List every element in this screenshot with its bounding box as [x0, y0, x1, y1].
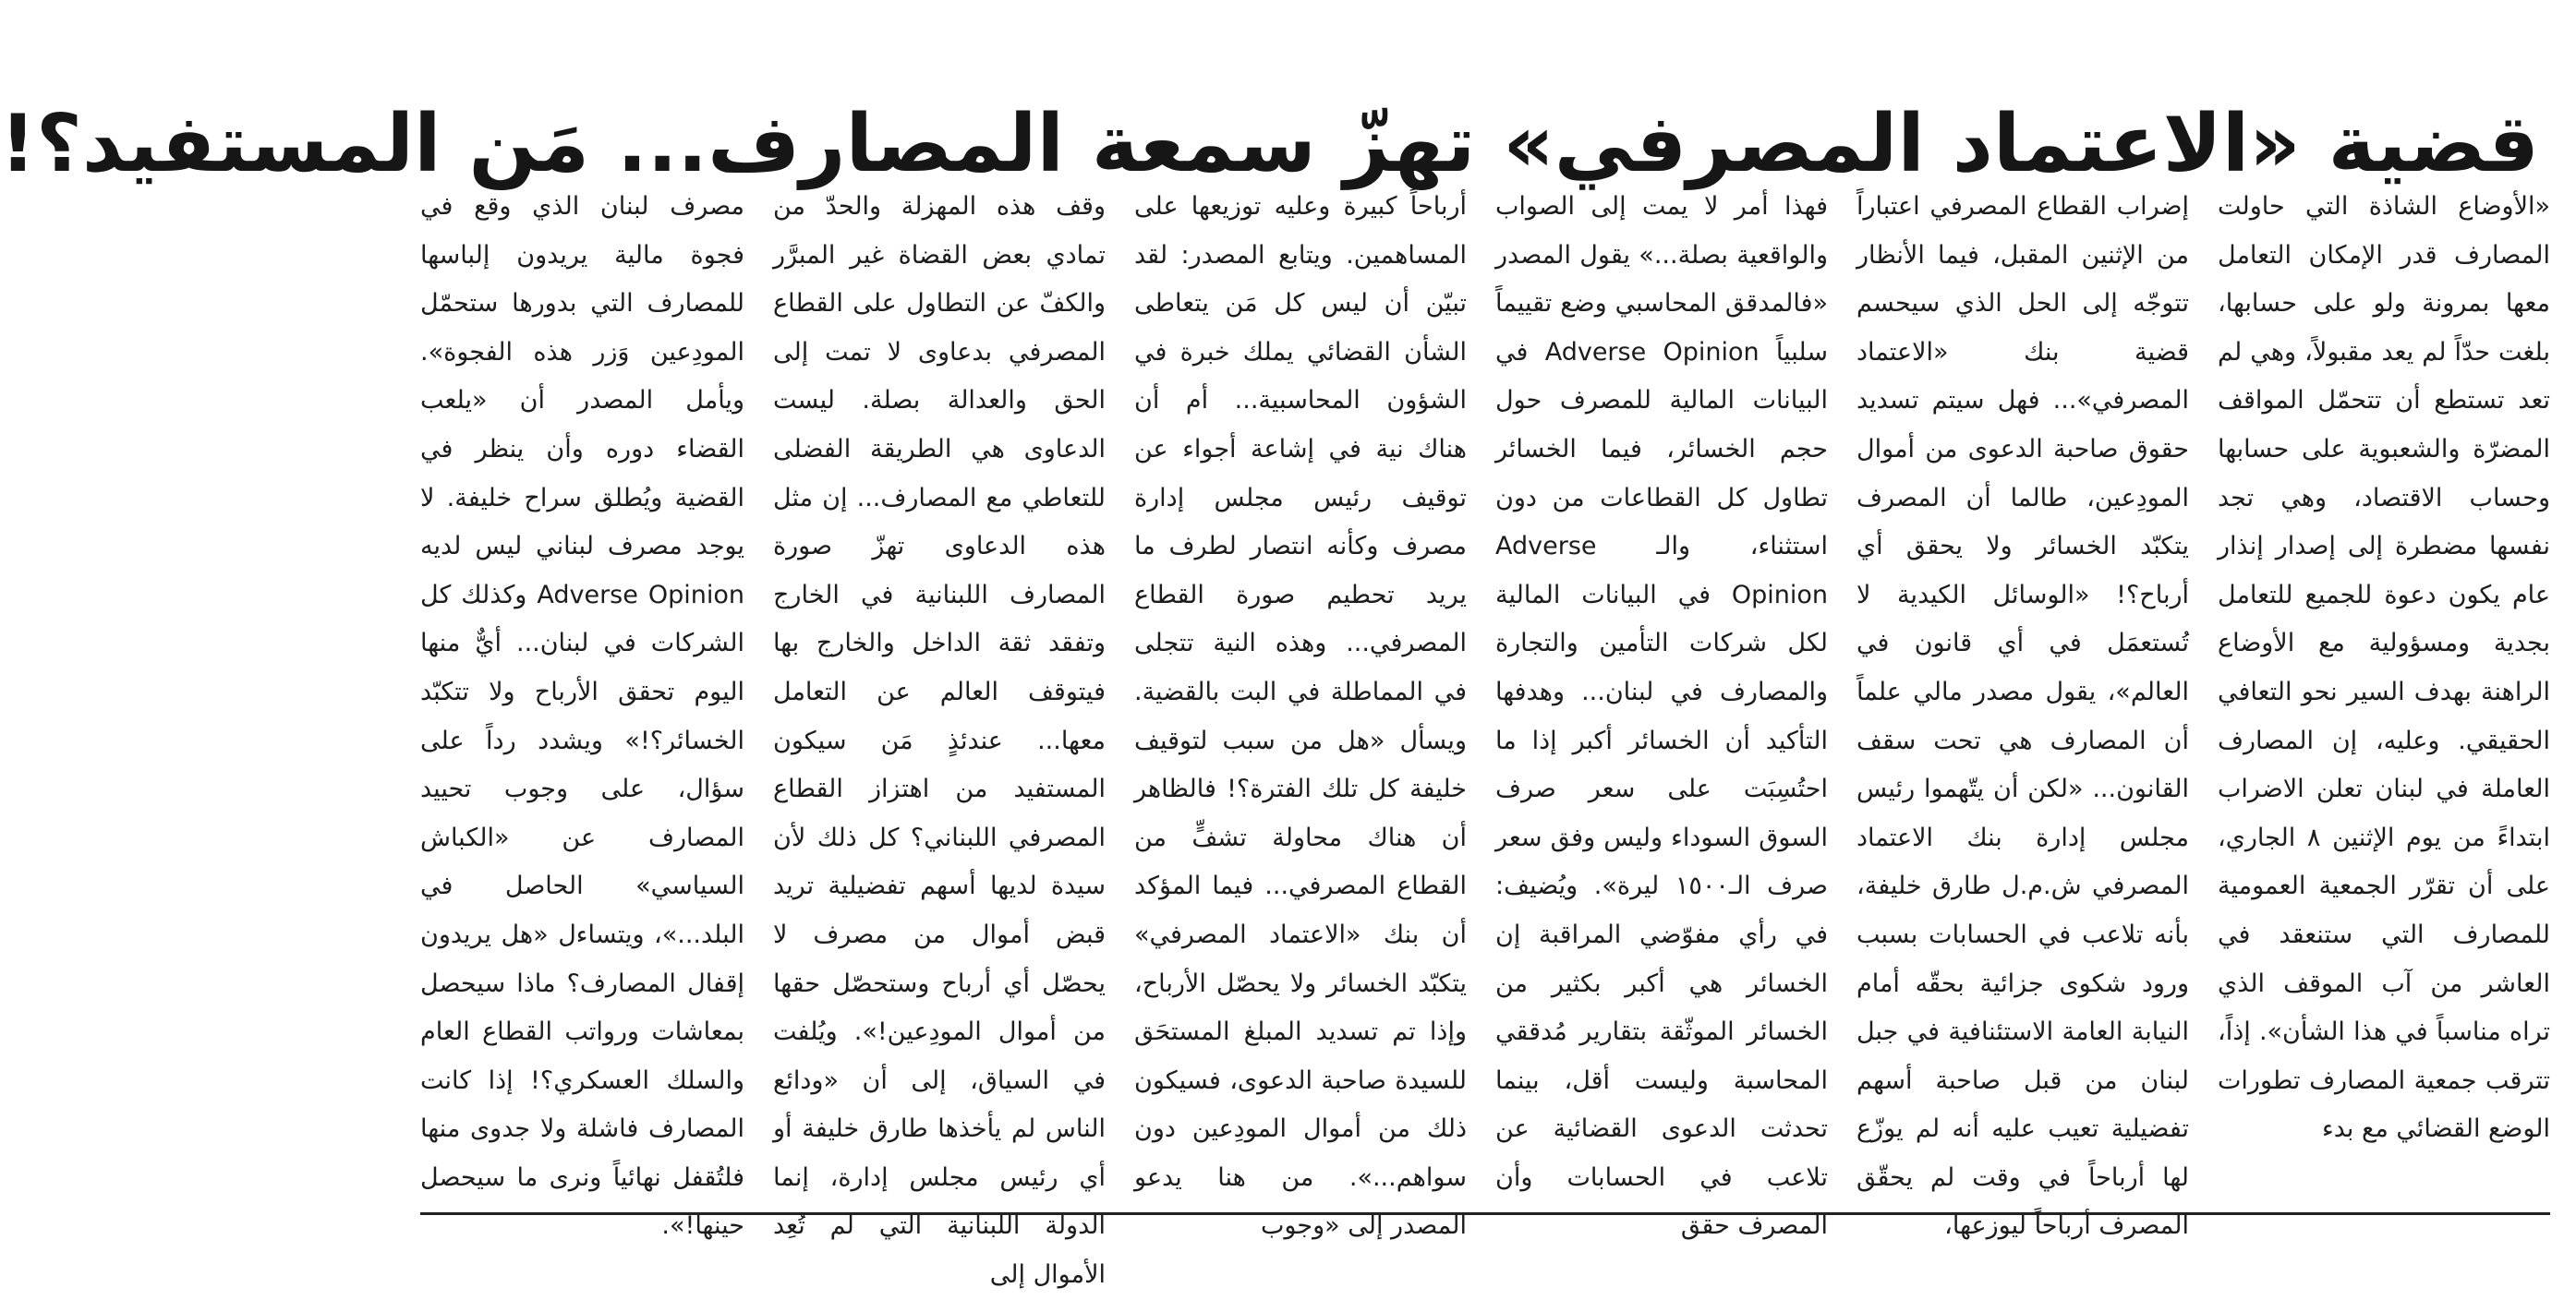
article-column-6 — [420, 183, 744, 1241]
column-text: «الأوضاع الشاذة التي حاولت المصارف قدر الإمكان التعامل معها بمرونة ولو على حسابها، بلغت حدّاً لم يعد مقبولاً، وهي لم تعد تستطع أن تتحمّل المواقف المضرّة والشعبوية على حسابها وحساب الاقتصاد، وهي تجد نفسها مضطرة إلى إصدار إنذار عام يكون دعوة للجميع للتعامل بجدية ومسؤولية مع الأوضاع الراهنة بهدف السير نحو التعافي الحقيقي. وعليه، إن المصارف العاملة في لبنان تعلن الاضراب ابتداءً من يوم الإثنين ٨ الجاري، على أن تقرّر الجمعية العمومية للمصارف التي ستنعقد في العاشر من آب الموقف الذي تراه مناسباً في هذا الشأن». إذاً، تترقب جمعية المصارف تطورات الوضع القضائي مع بدء — [2218, 192, 2550, 1144]
article-column-3 — [1495, 183, 1828, 1241]
article-column-4 — [1134, 183, 1467, 1241]
column-text: مصرف لبنان الذي وقع في فجوة مالية يريدون إلباسها للمصارف التي بدورها ستحمّل المودِعين وَزر هذه الفجوة». ويأمل المصدر أن «يلعب القضاء دوره وأن ينظر في القضية ويُطلق سراح خليفة. لا يوجد مصرف لبناني ليس لديه Adverse Opinion وكذلك كل الشركات في لبنان... أيٌّ منها اليوم تحقق الأرباح ولا تتكبّد الخسائر؟!» ويشدد رداً على سؤال، على وجوب تحييد المصارف عن «الكباش السياسي» الحاصل في البلد...»، ويتساءل «هل يريدون إقفال المصارف؟ ماذا سيحصل بمعاشات ورواتب القطاع العام والسلك العسكري؟! إذا كانت المصارف فاشلة ولا جدوى منها فلتُقفل نهائياً ونرى ما سيحصل حينها!». — [420, 192, 744, 1241]
article-column-5 — [773, 183, 1106, 1290]
column-text: وقف هذه المهزلة والحدّ من تمادي بعض القضاة غير المبرَّر والكفّ عن التطاول على القطاع المصرفي بدعاوى لا تمت إلى الحق والعدالة بصلة. ليست الدعاوى هي الطريقة الفضلى للتعاطي مع المصارف... إن مثل هذه الدعاوى تهزّ صورة المصارف اللبنانية في الخارج وتفقد ثقة الداخل والخارج بها فيتوقف العالم عن التعامل معها... عندئذٍ مَن سيكون المستفيد من اهتزاز القطاع المصرفي اللبناني؟ كل ذلك لأن سيدة لديها أسهم تفضيلية تريد قبض أموال من مصرف لا يحصّل أي أرباح وستحصّل حقها من أموال المودِعين!». ويُلفت في السياق، إلى أن «ودائع الناس لم يأخذها طارق خليفة أو أي رئيس مجلس إدارة، إنما الدولة اللبنانية التي لم تُعِد الأموال إلى — [773, 192, 1106, 1290]
column-text: فهذا أمر لا يمت إلى الصواب والواقعية بصلة...» يقول المصدر «فالمدقق المحاسبي وضع تقييماً سلبياً Adverse Opinion في البيانات المالية للمصرف حول حجم الخسائر، فيما الخسائر تطاول كل القطاعات من دون استثناء، والـ Adverse Opinion في البيانات المالية لكل شركات التأمين والتجارة والمصارف في لبنان... وهدفها التأكيد أن الخسائر أكبر إذا ما احتُسِبَت على سعر صرف السوق السوداء وليس وفق سعر صرف الـ١٥٠٠ ليرة». ويُضيف: في رأي مفوّضي المراقبة إن الخسائر هي أكبر بكثير من الخسائر الموثّقة بتقارير مُدققي المحاسبة وليست أقل، بينما تحدثت الدعوى القضائية عن تلاعب في الحسابات وأن المصرف حقق — [1495, 192, 1828, 1241]
column-text: إضراب القطاع المصرفي اعتباراً من الإثنين المقبل، فيما الأنظار تتوجّه إلى الحل الذي سيحسم قضية بنك «الاعتماد المصرفي»... فهل سيتم تسديد حقوق صاحبة الدعوى من أموال المودِعين، طالما أن المصرف يتكبّد الخسائر ولا يحقق أي أرباح؟! «الوسائل الكيدية لا تُستعمَل في أي قانون في العالم»، يقول مصدر مالي علماً أن المصارف هي تحت سقف القانون... «لكن أن يتّهموا رئيس مجلس إدارة بنك الاعتماد المصرفي ش.م.ل طارق خليفة، بأنه تلاعب في الحسابات بسبب ورود شكوى جزائية بحقّه أمام النيابة العامة الاستئنافية في جبل لبنان من قبل صاحبة أسهم تفضيلية تعيب عليه أنه لم يوزّع لها أرباحاً في وقت لم يحقّق المصرف أرباحاً ليوزعها، — [1856, 192, 2189, 1241]
article-body — [420, 183, 2550, 1290]
article-column-1 — [2218, 183, 2550, 1208]
article-column-2 — [1856, 183, 2189, 1241]
column-text: أرباحاً كبيرة وعليه توزيعها على المساهمين. ويتابع المصدر: لقد تبيّن أن ليس كل مَن يتعاطى الشأن القضائي يملك خبرة في الشؤون المحاسبية... أم أن هناك نية في إشاعة أجواء عن توقيف رئيس مجلس إدارة مصرف وكأنه انتصار لطرف ما يريد تحطيم صورة القطاع المصرفي... وهذه النية تتجلى في المماطلة في البت بالقضية. ويسأل «هل من سبب لتوقيف خليفة كل تلك الفترة؟! فالظاهر أن هناك محاولة تشفٍّ من القطاع المصرفي... فيما المؤكد أن بنك «الاعتماد المصرفي» يتكبّد الخسائر ولا يحصّل الأرباح، وإذا تم تسديد المبلغ المستحَق للسيدة صاحبة الدعوى، فسيكون ذلك من أموال المودِعين دون سواهم...». من هنا يدعو المصدر إلى «وجوب — [1134, 192, 1467, 1241]
bottom-rule — [420, 1212, 2550, 1215]
article-headline: قضية «الاعتماد المصرفي» تهزّ سمعة المصارف... مَن المستفيد؟! — [0, 97, 2539, 190]
